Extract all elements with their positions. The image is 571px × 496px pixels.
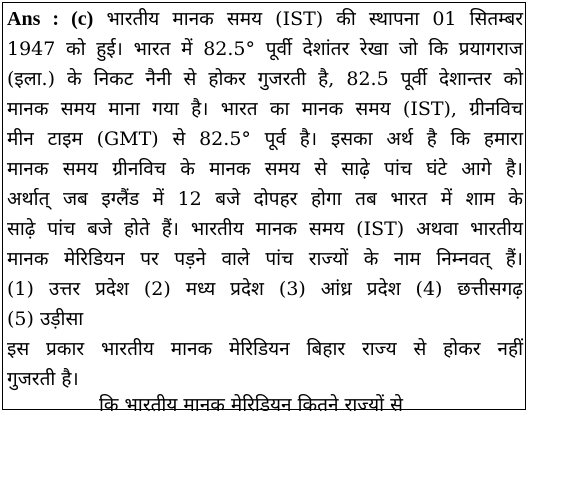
answer-line-2: 1947 को हुई। भारत में 82.5° पूर्वी देशांतर रेखा जो कि प्रयागराज (7, 38, 523, 60)
answer-line-1-text: भारतीय मानक समय (IST) की स्थापना 01 सितम्बर (106, 8, 523, 30)
answer-line-11: (5) उड़ीसा (7, 308, 84, 330)
answer-line-7: अर्थात् जब इग्लैंड में 12 बजे दोपहर होगा तब भारत में शाम के (7, 188, 523, 210)
answer-line-8: साढ़े पांच बजे होते हैं। भारतीय मानक समय (IST) अथवा भारतीय (7, 218, 523, 240)
answer-line-6: मानक समय ग्रीनविच के मानक समय से साढ़े पांच घंटे आगे है। (7, 158, 523, 180)
answer-line-4: मानक समय माना गया है। भारत का मानक समय (IST), ग्रीनविच (7, 98, 523, 120)
answer-line-12: इस प्रकार भारतीय मानक मेरिडियन बिहार राज्य से होकर नहीं (7, 338, 523, 360)
answer-line-10: (1) उत्तर प्रदेश (2) मध्य प्रदेश (3) आंध्र प्रदेश (4) छत्तीसगढ़ (7, 278, 523, 300)
answer-line-13: गुजरती है। (7, 368, 79, 390)
cut-off-text: कि भारतीय मानक मेरिडियन कितने राज्यों से (99, 394, 403, 416)
answer-line-5: मीन टाइम (GMT) से 82.5° पूर्व है। इसका अर्थ है कि हमारा (7, 128, 523, 150)
answer-line-1 (7, 4, 523, 34)
cut-off-text-line (99, 394, 429, 416)
answer-line-9: मानक मेरिडियन पर पड़ने वाले पांच राज्यों के नाम निम्नवत् हैं। (7, 248, 523, 270)
answer-label: Ans : (c) (7, 8, 94, 30)
answer-line-3: (इला.) के निकट नैनी से होकर गुजरती है, 82.5 पूर्वी देशान्तर को (7, 68, 523, 90)
answer-box (2, 2, 526, 416)
